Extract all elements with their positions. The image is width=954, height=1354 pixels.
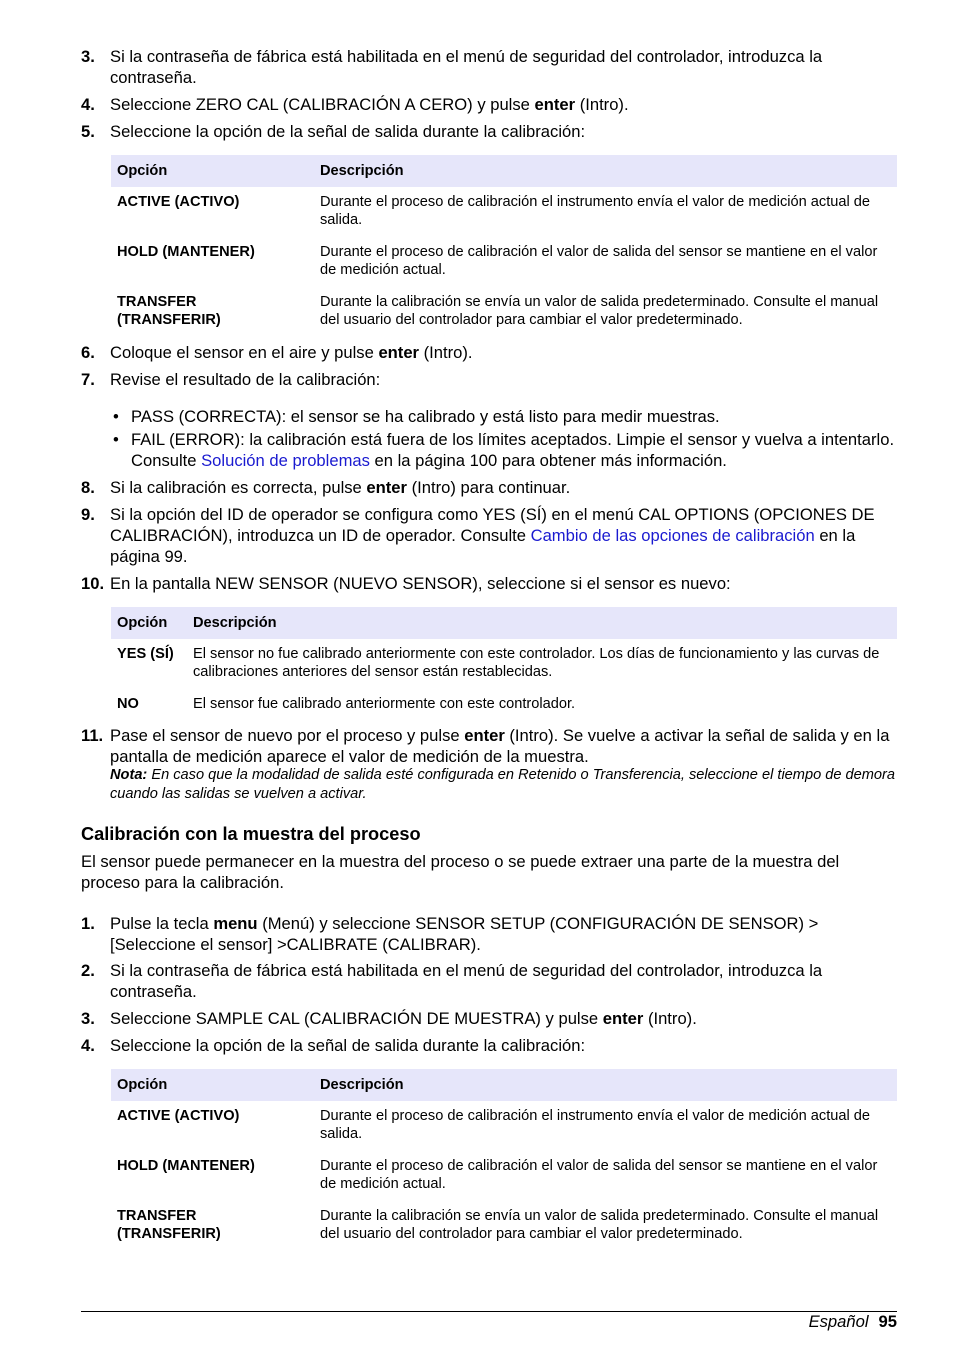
step-number: 4. [81, 1036, 95, 1055]
table-row [111, 639, 897, 689]
options-table-new-sensor [111, 607, 897, 721]
step-text: Seleccione la opción de la señal de salida durante la calibración: [110, 122, 586, 141]
table-row [111, 1151, 897, 1201]
result-pass-bullet [111, 406, 901, 427]
step-number: 1. [81, 914, 95, 933]
table-row [111, 287, 897, 337]
table-row [111, 237, 897, 287]
step-6 [81, 342, 901, 363]
step-text: En la pantalla NEW SENSOR (NUEVO SENSOR), seleccione si el sensor es nuevo: [110, 574, 731, 593]
options-table-sample-cal [111, 1069, 897, 1251]
calibration-options-link[interactable]: Cambio de las opciones de calibración [530, 526, 815, 545]
step-number: 4. [81, 95, 95, 114]
column-header-option: Opción [111, 155, 314, 187]
table-row [111, 187, 897, 237]
step-number: 5. [81, 122, 95, 141]
step-10 [81, 573, 901, 594]
step-3b [81, 1008, 901, 1029]
option-description: El sensor no fue calibrado anteriormente con este controlador. Los días de funcionamiento y las curvas de calibraciones anteriores del sensor están restablecidas. [193, 646, 880, 680]
step-7 [81, 369, 901, 390]
step-text: Si la contraseña de fábrica está habilitada en el menú de seguridad del controlador, introduzca la contraseña. [110, 47, 823, 87]
step-number: 3. [81, 47, 95, 66]
column-header-option: Opción [111, 607, 187, 639]
step-4 [81, 94, 901, 115]
step-text: Seleccione la opción de la señal de salida durante la calibración: [110, 1036, 586, 1055]
step-number: 11. [81, 726, 104, 745]
column-header-option: Opción [111, 1069, 314, 1101]
step-number: 8. [81, 478, 95, 497]
step-2 [81, 960, 901, 1002]
page-footer [809, 1311, 897, 1332]
table-header-row [111, 155, 897, 187]
bullet-dot: • [113, 407, 119, 426]
table-header-row [111, 1069, 897, 1101]
step-4b [81, 1035, 901, 1056]
result-fail-bullet [111, 429, 901, 471]
step-number: 7. [81, 370, 95, 389]
option-description: Durante el proceso de calibración el instrumento envía el valor de medición actual de salida. [320, 1108, 871, 1142]
option-description: Durante el proceso de calibración el valor de salida del sensor se mantiene en el valor de medición actual. [320, 1158, 878, 1192]
step-9 [81, 504, 901, 567]
section-heading: Calibración con la muestra del proceso [81, 824, 421, 844]
option-name: TRANSFER (TRANSFERIR) [117, 294, 221, 328]
option-name: ACTIVE (ACTIVO) [117, 194, 240, 210]
option-description: Durante la calibración se envía un valor de salida predeterminado. Consulte el manual del usuario del controlador para cambiar el valor predeterminado. [320, 1208, 879, 1242]
step-1 [81, 913, 901, 955]
step-text: Revise el resultado de la calibración: [110, 370, 381, 389]
bullet-dot: • [113, 430, 119, 449]
option-name: ACTIVE (ACTIVO) [117, 1108, 240, 1124]
option-description: Durante la calibración se envía un valor de salida predeterminado. Consulte el manual del usuario del controlador para cambiar el valor predeterminado. [320, 294, 879, 328]
bullet-text: FAIL (ERROR): la calibración está fuera de los límites aceptados. Limpie el sensor y vuelva a intentarlo. Consulte Solución de problemas en la página 100 para obtener más información. [131, 430, 895, 470]
step-3 [81, 46, 901, 88]
step-text: Pulse la tecla menu (Menú) y seleccione SENSOR SETUP (CONFIGURACIÓN DE SENSOR) > [Seleccione el sensor] >CALIBRATE (CALIBRAR). [110, 914, 819, 954]
step-text: Si la contraseña de fábrica está habilitada en el menú de seguridad del controlador, introduzca la contraseña. [110, 961, 823, 1001]
step-text: Si la opción del ID de operador se configura como YES (SÍ) en el menú CAL OPTIONS (OPCIONES DE CALIBRACIÓN), introduzca un ID de operador. Consulte Cambio de las opciones de calibración en la página 99. [110, 505, 875, 566]
note-label: Nota: [110, 767, 148, 783]
step-5 [81, 121, 901, 142]
step-number: 6. [81, 343, 95, 362]
column-header-description: Descripción [314, 1069, 897, 1101]
option-description: El sensor fue calibrado anteriormente con este controlador. [193, 696, 576, 712]
note-text: En caso que la modalidad de salida esté configurada en Retenido o Transferencia, seleccione el tiempo de demora cuando las salidas se vuelven a activar. [110, 767, 896, 802]
bullet-text: PASS (CORRECTA): el sensor se ha calibrado y está listo para medir muestras. [131, 407, 720, 426]
option-name: YES (SÍ) [117, 646, 174, 662]
options-table-zero-cal [111, 155, 897, 337]
table-row [111, 1201, 897, 1251]
step-text: Pase el sensor de nuevo por el proceso y pulse enter (Intro). Se vuelve a activar la señal de salida y en la pantalla de medición aparece el valor de medición de la muestra. [110, 726, 890, 766]
table-header-row [111, 607, 897, 639]
footer-language: Español [808, 1312, 869, 1331]
step-number: 9. [81, 505, 95, 524]
option-name: NO [117, 696, 139, 712]
table-row [111, 1101, 897, 1151]
section-intro: El sensor puede permanecer en la muestra del proceso o se puede extraer una parte de la muestra del proceso para la calibración. [81, 852, 840, 892]
option-description: Durante el proceso de calibración el valor de salida del sensor se mantiene en el valor de medición actual. [320, 244, 878, 278]
footer-divider [81, 1311, 897, 1312]
option-name: HOLD (MANTENER) [117, 1158, 255, 1174]
step-11 [81, 725, 901, 767]
troubleshooting-link[interactable]: Solución de problemas [201, 451, 370, 470]
option-description: Durante el proceso de calibración el instrumento envía el valor de medición actual de salida. [320, 194, 871, 228]
option-name: TRANSFER (TRANSFERIR) [117, 1208, 221, 1242]
step-8 [81, 477, 901, 498]
step-number: 3. [81, 1009, 95, 1028]
step-text: Coloque el sensor en el aire y pulse enter (Intro). [110, 343, 473, 362]
note [110, 766, 900, 803]
option-name: HOLD (MANTENER) [117, 244, 255, 260]
step-text: Si la calibración es correcta, pulse enter (Intro) para continuar. [110, 478, 571, 497]
step-number: 2. [81, 961, 95, 980]
step-number: 10. [81, 574, 105, 593]
step-text: Seleccione ZERO CAL (CALIBRACIÓN A CERO) y pulse enter (Intro). [110, 95, 629, 114]
column-header-description: Descripción [314, 155, 897, 187]
table-row [111, 689, 897, 721]
page-number: 95 [878, 1312, 897, 1331]
step-text: Seleccione SAMPLE CAL (CALIBRACIÓN DE MUESTRA) y pulse enter (Intro). [110, 1009, 697, 1028]
column-header-description: Descripción [187, 607, 897, 639]
